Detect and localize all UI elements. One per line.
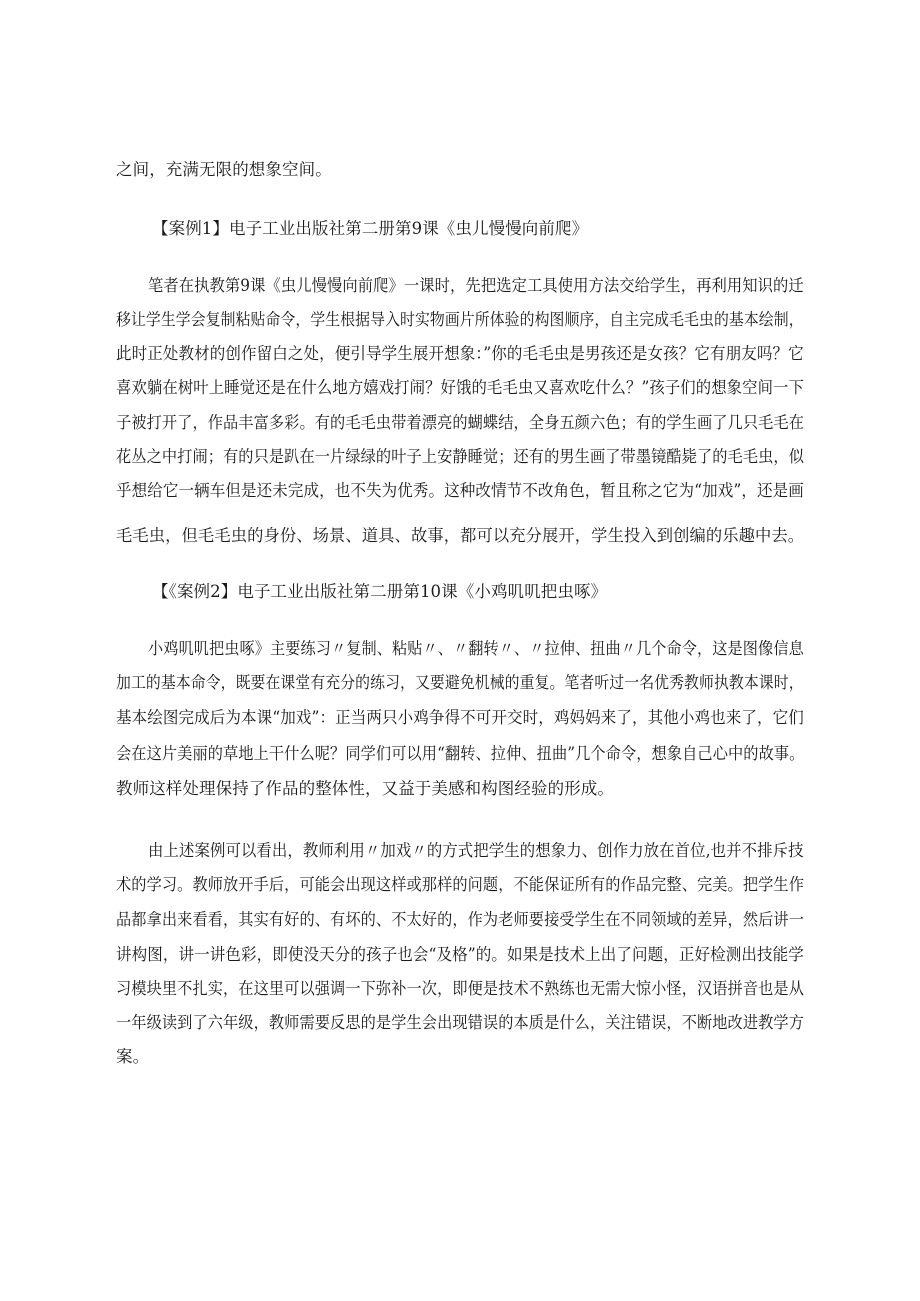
paragraph-1-line-1: 笔者在执教第9课《虫儿慢慢向前爬》一课时，先把选定工具使用方法交给学生，再利用知识的迁 xyxy=(148,276,804,295)
paragraph-2-line-3: 基本绘图完成后为本课“加戏”：正当两只小鸡争得不可开交时，鸡妈妈来了，其他小鸡也来了，它们 xyxy=(116,708,804,727)
paragraph-1-line-4: 喜欢躺在树叶上睡觉还是在什么地方嬉戏打闹？好饿的毛毛虫又喜欢吃什么？”孩子们的想象空间一下 xyxy=(116,378,804,397)
paragraph-2-line-5: 教师这样处理保持了作品的整体性，又益于美感和构图经验的形成。 xyxy=(116,779,614,798)
case-1-heading: 【案例1】电子工业出版社第二册第9课《虫儿慢慢向前爬》 xyxy=(152,219,589,238)
paragraph-1-line-3: 此时正处教材的创作留白之处，便引导学生展开想象：”你的毛毛虫是男孩还是女孩？它有朋友吗？它 xyxy=(116,344,804,363)
paragraph-0-line-1: 之间，充满无限的想象空间。 xyxy=(116,160,332,179)
paragraph-3-line-6: 一年级读到了六年级，教师需要反思的是学生会出现错误的本质是什么，关注错误，不断地改进教学方 xyxy=(116,1013,804,1032)
paragraph-1-line-2: 移让学生学会复制粘贴命令，学生根据导入时实物画片所体验的构图顺序，自主完成毛毛虫的基本绘制， xyxy=(116,310,804,329)
paragraph-1-line-8: 毛毛虫，但毛毛虫的身份、场景、道具、故事，都可以充分展开，学生投入到创编的乐趣中去。 xyxy=(116,526,805,545)
paragraph-1-line-7: 乎想给它一辆车但是还未完成，也不失为优秀。这种改情节不改角色，暂且称之它为“加戏”，还是画 xyxy=(116,481,804,500)
paragraph-2-line-2: 加工的基本命令，既要在课堂有充分的练习，又要避免机械的重复。笔者听过一名优秀教师执教本课时， xyxy=(116,673,804,692)
paragraph-3-line-2: 术的学习。教师放开手后，可能会出现这样或那样的问题，不能保证所有的作品完整、完美。把学生作 xyxy=(116,875,804,894)
paragraph-2-line-1: 小鸡叽叽把虫啄》主要练习〃复制、粘贴〃、〃翻转〃、〃拉伸、扭曲〃几个命令，这是图像信息 xyxy=(148,639,804,658)
paragraph-1-line-6: 花丛之中打闹；有的只是趴在一片绿绿的叶子上安静睡觉；还有的男生画了带墨镜酷毙了的毛毛虫，似 xyxy=(116,447,804,466)
paragraph-1-line-5: 子被打开了，作品丰富多彩。有的毛毛虫带着漂亮的蝴蝶结，全身五颜六色；有的学生画了几只毛毛在 xyxy=(116,413,804,432)
case-2-heading: 【《案例2】电子工业出版社第二册第10课《小鸡叽叽把虫啄》 xyxy=(152,582,608,601)
paragraph-3-line-5: 习模块里不扎实，在这里可以强调一下弥补一次，即便是技术不熟练也无需大惊小怪，汉语拼音也是从 xyxy=(116,979,804,998)
paragraph-3-line-7: 案。 xyxy=(116,1047,150,1066)
paragraph-3-line-1: 由上述案例可以看出，教师利用〃加戏〃的方式把学生的想象力、创作力放在首位,也并不排斥技 xyxy=(148,841,804,860)
paragraph-3-line-4: 讲构图，讲一讲色彩，即使没天分的孩子也会“及格”的。如果是技术上出了问题，正好检测出技能学 xyxy=(116,945,804,964)
paragraph-3-line-3: 品都拿出来看看，其实有好的、有坏的、不太好的，作为老师要接受学生在不同领域的差异，然后讲一 xyxy=(116,910,804,929)
paragraph-2-line-4: 会在这片美丽的草地上干什么呢？同学们可以用“翻转、拉伸、扭曲”几个命令，想象自己心中的故事。 xyxy=(116,744,805,763)
